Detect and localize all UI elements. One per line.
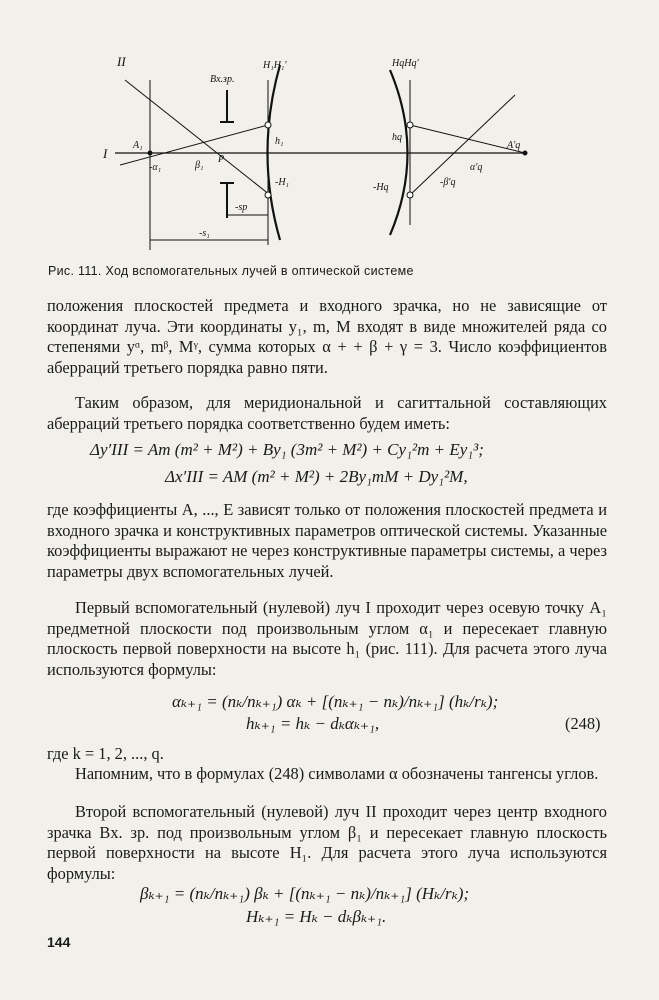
label-H1: H₁H₁' [263,60,287,71]
paragraph-6: Напомним, что в формулах (248) символами α обозначены тангенсы углов. [75,764,599,783]
label-minus-Hq: -Hq [373,182,389,193]
formula-h: hₖ₊₁ = hₖ − dₖαₖ₊₁, [246,714,380,733]
formula-delta-y: Δy′III = Am (m² + M²) + By₁ (3m² + M²) + Cy₁²m + Ey₁³; [90,440,484,459]
label-ray-II: II [117,54,126,69]
ray-II-intersection [265,192,271,198]
label-s1: -s₁ [199,228,210,239]
label-A1: A₁ [133,140,143,151]
label-P: P [218,154,225,165]
label-alphaq: α'q [470,162,483,173]
label-minus-H1: -H₁ [275,177,290,188]
label-sp: -sp [235,202,248,213]
label-beta1: β₁ [195,160,204,171]
label-pupil: Bx.зр. [210,74,235,85]
formula-delta-x: Δx′III = AM (m² + M²) + 2By₁mM + Dy₁²M, [165,467,468,486]
paragraph-4: Первый вспомогательный (нулевой) луч I проходит через осевую точку A₁ предметной плоскости под произвольным углом α₁ и пересекает главную плоскость первой поверхности на высоте h₁ (рис. 111). Для расчета этого луча используются формулы: [47,598,607,679]
label-hq: hq [392,132,402,143]
paragraph-3: где коэффициенты A, ..., E зависят только от положения плоскостей предмета и входного зрачка и конструктивных параметров оптической системы. Указанные коэффициенты выражают не через конструктивные параметры системы, а через параметры двух вспомогательных лучей. [47,500,607,581]
label-h1: h₁ [275,136,284,147]
point-Aq [523,151,528,156]
ray-II-line [125,80,270,195]
label-Hq: HqHq' [392,58,419,69]
label-ray-I: I [103,146,108,161]
formula-beta: βₖ₊₁ = (nₖ/nₖ₊₁) βₖ + [(nₖ₊₁ − nₖ)/nₖ₊₁] (Hₖ/rₖ); [140,884,470,903]
exit-intersection-H [407,192,413,198]
point-A1 [148,151,153,156]
paragraph-5: где k = 1, 2, ..., q. [47,744,164,763]
paragraph-2: Таким образом, для меридиональной и сагиттальной составляющих аберраций третьего порядка соответственно будем иметь: [47,393,607,433]
optical-ray-diagram [95,40,545,250]
paragraph-7: Второй вспомогательный (нулевой) луч II проходит через центр входного зрачка Bx. зр. под произвольным углом β₁ и пересекает главную плоскость первой поверхности на высоте H₁. Для расчета этого луча используются формулы: [47,802,607,883]
exit-intersection-h [407,122,413,128]
figure-caption: Рис. 111. Ход вспомогательных лучей в оптической системе [48,264,414,278]
paragraph-1: положения плоскостей предмета и входного зрачка, но не зависящие от координат луча. Эти координаты y₁, m, M входят в виде множителей ряда со степенями yᵅ, mᵝ, Mᵞ, сумма которых α + + β + γ = 3. Число коэффициентов аберраций третьего порядка равно пяти. [47,296,607,377]
label-betaq: -β'q [440,177,456,188]
label-alpha1: -α₁ [149,162,162,173]
label-Aq: A'q [507,140,521,151]
formula-H: Hₖ₊₁ = Hₖ − dₖβₖ₊₁. [246,907,387,926]
ray-I-intersection [265,122,271,128]
ray-II-exit [410,95,515,195]
page-number: 144 [47,934,71,950]
formula-alpha: αₖ₊₁ = (nₖ/nₖ₊₁) αₖ + [(nₖ₊₁ − nₖ)/nₖ₊₁] (hₖ/rₖ); [172,692,499,711]
equation-number: (248) [565,714,601,733]
